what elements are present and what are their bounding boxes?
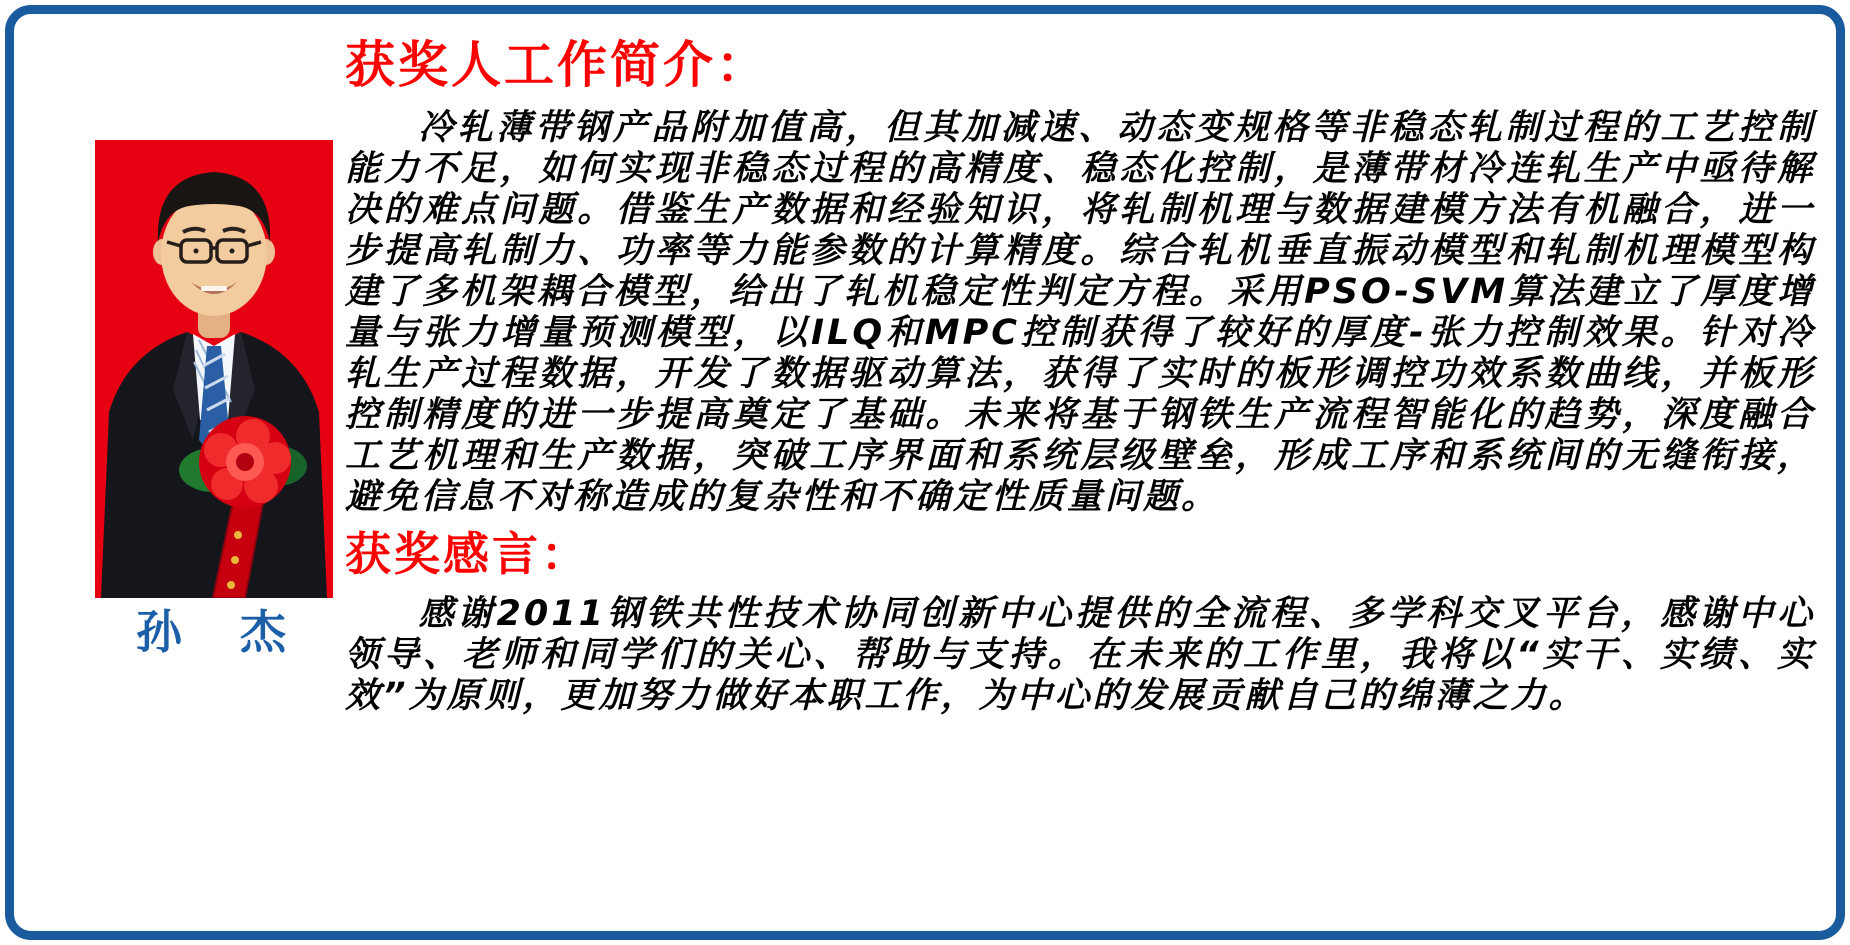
work-intro-heading: 获奖人工作简介： [345,35,769,94]
awardee-photo [95,140,333,598]
acceptance-heading: 获奖感言： [345,526,590,581]
work-intro-paragraph: 冷轧薄带钢产品附加值高，但其加减速、动态变规格等非稳态轧制过程的工艺控制能力不足，如何实现非稳态过程的高精度、稳态化控制，是薄带材冷连轧生产中亟待解决的难点问题。借鉴生产数据和经验知识，将轧制机理与数据建模方法有机融合，进一步提高轧制力、功率等力能参数的计算精度。综合轧机垂直振动模型和轧制机理模型构建了多机架耦合模型，给出了轧机稳定性判定方程。采用PSO-SVM算法建立了厚度增量与张力增量预测模型，以ILQ和MPC控制获得了较好的厚度-张力控制效果。针对冷轧生产过程数据，开发了数据驱动算法，获得了实时的板形调控功效系数曲线，并板形控制精度的进一步提高奠定了基础。未来将基于钢铁生产流程智能化的趋势，深度融合工艺机理和生产数据，突破工序界面和系统层级壁垒，形成工序和系统间的无缝衔接，避免信息不对称造成的复杂性和不确定性质量问题。 [345,107,1815,517]
content-column [345,36,1815,717]
flower [199,416,291,508]
acceptance-paragraph: 感谢2011钢铁共性技术协同创新中心提供的全流程、多学科交叉平台，感谢中心领导、老师和同学们的关心、帮助与支持。在未来的工作里，我将以“实干、实绩、实效”为原则，更加努力做好本职工作，为中心的发展贡献自己的绵薄之力。 [345,594,1815,717]
awardee-name: 孙 杰 [136,605,292,659]
portrait-illustration [95,140,333,598]
